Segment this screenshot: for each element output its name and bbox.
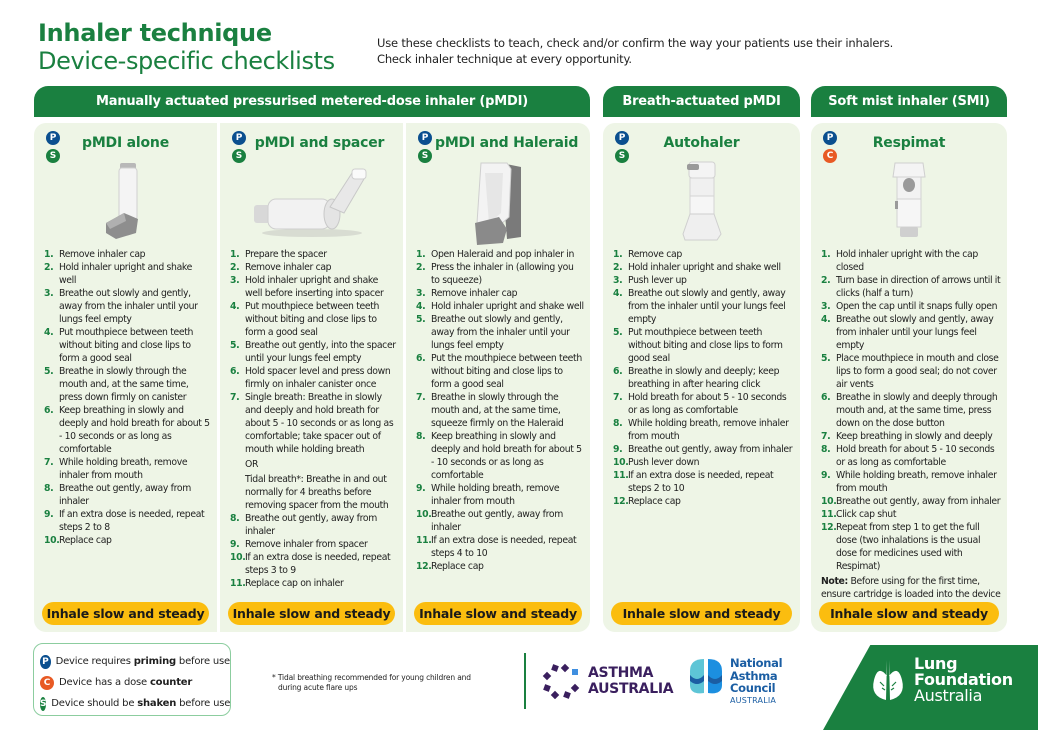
steps-list xyxy=(230,248,397,590)
counter-badge-icon: C xyxy=(823,149,837,163)
badge-legend xyxy=(33,643,231,716)
step-item: 8. Breathe out gently, away from inhaler xyxy=(230,513,377,537)
inhale-pill: Inhale slow and steady xyxy=(819,602,999,625)
intro-line-1: Use these checklists to teach, check and/or confirm the way your patients use their inhalers. xyxy=(377,36,894,50)
step-item: 1. Hold inhaler upright with the cap closed xyxy=(821,249,978,273)
intro-line-2: Check inhaler technique at every opportunity. xyxy=(377,52,632,66)
haleraid-icon xyxy=(463,157,533,251)
steps-list xyxy=(44,248,211,547)
lungs-icon xyxy=(870,656,906,704)
step-item: 6. Breathe in slowly and deeply; keep breathing in after hearing click xyxy=(613,366,780,390)
step-item: 7. While holding breath, remove inhaler from mouth xyxy=(44,457,188,481)
logo-divider xyxy=(524,653,526,709)
step-item: 4. Breathe out slowly and gently, away from inhaler until your lungs feel empty xyxy=(821,314,994,351)
group-header-manual-pmdi: Manually actuated pressurised metered-dose inhaler (pMDI) xyxy=(34,86,590,117)
card-title: pMDI and Haleraid xyxy=(435,135,579,151)
step-item: 5. Breathe out gently, into the spacer until your lungs feel empty xyxy=(230,340,396,364)
step-item: 3. Breathe out slowly and gently, away from the inhaler until your lungs feel empty xyxy=(44,288,198,325)
step-item: 3. Hold inhaler upright and shake well before inserting into spacer xyxy=(230,275,384,299)
shake-badge-icon: S xyxy=(615,149,629,163)
inhale-pill: Inhale slow and steady xyxy=(42,602,209,625)
steps-list xyxy=(821,248,1001,601)
step-item: 7. Breathe in slowly through the mouth and, at the same time, squeeze firmly on the Haleraid xyxy=(416,392,564,429)
inhale-pill: Inhale slow and steady xyxy=(228,602,395,625)
step-item: 8. Breathe out gently, away from inhaler xyxy=(44,483,191,507)
card-title: Autohaler xyxy=(663,135,740,151)
step-item: 10. If an extra dose is needed, repeat steps 3 to 9 xyxy=(230,552,391,576)
lung-foundation-australia-logo xyxy=(870,656,1013,704)
step-item: 12. Repeat from step 1 to get the full dose (two inhalations is the usual dose for medicines used with Respimat) xyxy=(821,522,981,572)
step-item: 9. Remove inhaler from spacer xyxy=(230,539,368,550)
priming-badge-icon: P xyxy=(823,131,837,145)
tidal-breathing-footnote xyxy=(272,673,471,693)
legend-row-priming xyxy=(40,651,230,672)
asthma-australia-logo xyxy=(542,663,673,699)
respimat-note: Note: Before using for the first time, ensure cartridge is loaded into the device xyxy=(821,576,1001,600)
step-item: 10. Breathe out gently, away from inhaler xyxy=(416,509,563,533)
step-item: 9. If an extra dose is needed, repeat steps 2 to 8 xyxy=(44,509,205,533)
legend-text: Device should be shaken before use xyxy=(51,698,231,709)
shake-badge-icon: S xyxy=(232,149,246,163)
shake-badge-icon: S xyxy=(46,149,60,163)
step-or: OR xyxy=(245,459,259,470)
card-pmdi-haleraid xyxy=(406,123,590,632)
lung-foundation-wordmark: Lung Foundation Australia xyxy=(914,654,1013,705)
steps-list xyxy=(416,248,584,573)
step-item: 6. Hold spacer level and press down firmly on inhaler canister once xyxy=(230,366,391,390)
step-item: 6. Put the mouthpiece between teeth without biting and close lips to form a good seal xyxy=(416,353,582,390)
shake-badge-icon: S xyxy=(40,698,47,709)
pmdi-inhaler-icon xyxy=(96,161,156,245)
step-item: 3. Push lever up xyxy=(613,275,687,286)
priming-badge-icon: P xyxy=(232,131,246,145)
step-item: 4. Hold inhaler upright and shake well xyxy=(416,301,584,312)
step-item: 5. Place mouthpiece in mouth and close lips to form a good seal; do not cover air vents xyxy=(821,353,999,390)
step-item: 8. While holding breath, remove inhaler from mouth xyxy=(613,418,789,442)
step-item: 1. Remove inhaler cap xyxy=(44,249,146,260)
nac-lungs-icon xyxy=(688,657,724,697)
step-item: 2. Remove inhaler cap xyxy=(230,262,332,273)
footnote-line-2: during acute flare ups xyxy=(278,683,358,692)
step-item: 7. Keep breathing in slowly and deeply xyxy=(821,431,993,442)
step-item: 8. Keep breathing in slowly and deeply and hold breath for about 5 - 10 seconds or as long as comfortable xyxy=(416,431,582,481)
step-item: 6. Breathe in slowly and deeply through mouth and, at the same time, press down on the dose button xyxy=(821,392,998,429)
priming-badge-icon: P xyxy=(418,131,432,145)
step-item: 5. Breathe in slowly through the mouth and, at the same time, press down firmly on canister xyxy=(44,366,189,403)
step-item: 11. If an extra dose is needed, repeat steps 2 to 10 xyxy=(613,470,774,494)
step-item: 12. Replace cap xyxy=(416,561,484,572)
card-pmdi-alone xyxy=(34,123,217,632)
step-item: 4. Put mouthpiece between teeth without biting and close lips to form a good seal xyxy=(44,327,194,364)
priming-badge-icon: P xyxy=(40,655,51,669)
inhale-pill: Inhale slow and steady xyxy=(611,602,792,625)
asthma-australia-wordmark: ASTHMA AUSTRALIA xyxy=(588,665,674,697)
step-item: 1. Open Haleraid and pop inhaler in xyxy=(416,249,575,260)
card-autohaler xyxy=(603,123,800,632)
step-item: 11. Click cap shut xyxy=(821,509,897,520)
step-item: 1. Remove cap xyxy=(613,249,682,260)
card-respimat xyxy=(811,123,1007,632)
step-item: 3. Remove inhaler cap xyxy=(416,288,518,299)
step-item: 4. Breathe out slowly and gently, away from the inhaler until your lungs feel empty xyxy=(613,288,786,325)
legend-row-shaken xyxy=(40,693,230,714)
step-item: 2. Hold inhaler upright and shake well xyxy=(44,262,193,286)
legend-row-counter xyxy=(40,672,230,693)
step-item: 10. Push lever down xyxy=(613,457,700,468)
page-subtitle: Device-specific checklists xyxy=(38,47,335,75)
step-item: 9. Breathe out gently, away from inhaler xyxy=(613,444,793,455)
page-title: Inhaler technique xyxy=(38,19,272,47)
counter-badge-icon: C xyxy=(40,676,54,690)
card-title: Respimat xyxy=(872,135,946,151)
group-header-smi: Soft mist inhaler (SMI) xyxy=(811,86,1007,117)
inhale-pill: Inhale slow and steady xyxy=(414,602,582,625)
step-item: 11. If an extra dose is needed, repeat steps 4 to 10 xyxy=(416,535,577,559)
step-item: 6. Keep breathing in slowly and deeply and hold breath for about 5 - 10 seconds or as long as comfortable xyxy=(44,405,210,455)
step-item: 2. Hold inhaler upright and shake well xyxy=(613,262,781,273)
steps-list xyxy=(613,248,794,508)
step-item: 1. Prepare the spacer xyxy=(230,249,327,260)
intro-text xyxy=(377,35,893,67)
step-item: 5. Breathe out slowly and gently, away from the inhaler until your lungs feel empty xyxy=(416,314,570,351)
step-item: 10. Replace cap xyxy=(44,535,112,546)
step-item: 2. Turn base in direction of arrows until it clicks (half a turn) xyxy=(821,275,1001,299)
step-item: 11. Replace cap on inhaler xyxy=(230,578,344,589)
shake-badge-icon: S xyxy=(418,149,432,163)
step-item: 7. Single breath: Breathe in slowly and deeply and hold breath for about 5 - 10 seconds or as long as comfortable; take spacer out of mouth while holding breath xyxy=(230,392,394,455)
priming-badge-icon: P xyxy=(46,131,60,145)
step-item: 9. While holding breath, remove inhaler from mouth xyxy=(821,470,997,494)
respimat-icon xyxy=(889,159,929,245)
step-item: 3. Open the cap until it snaps fully open xyxy=(821,301,998,312)
legend-text: Device requires priming before use xyxy=(55,656,230,667)
step-item: 7. Hold breath for about 5 - 10 seconds or as long as comfortable xyxy=(613,392,787,416)
footnote-line-1: * Tidal breathing recommended for young children and xyxy=(272,673,471,682)
step-item: 2. Press the inhaler in (allowing you to squeeze) xyxy=(416,262,574,286)
step-item: 4. Put mouthpiece between teeth without biting and close lips to form a good seal xyxy=(230,301,380,338)
asthma-australia-star-icon xyxy=(542,663,580,699)
card-pmdi-spacer xyxy=(220,123,403,632)
legend-text: Device has a dose counter xyxy=(59,677,193,688)
step-item: 9. While holding breath, remove inhaler from mouth xyxy=(416,483,560,507)
step-item: 12. Replace cap xyxy=(613,496,681,507)
national-asthma-council-logo xyxy=(688,657,782,707)
step-tidal-breath: Tidal breath*: Breathe in and out normally for 4 breaths before removing spacer from the mouth xyxy=(245,474,389,511)
step-item: 5. Put mouthpiece between teeth without biting and close lips to form good seal xyxy=(613,327,783,364)
card-title: pMDI and spacer xyxy=(254,135,385,151)
page-title-block xyxy=(38,19,335,75)
badge-group xyxy=(418,131,432,163)
nac-wordmark: National Asthma Council AUSTRALIA xyxy=(730,656,783,705)
spacer-icon xyxy=(252,165,372,244)
step-item: 8. Hold breath for about 5 - 10 seconds or as long as comfortable xyxy=(821,444,995,468)
priming-badge-icon: P xyxy=(615,131,629,145)
card-title: pMDI alone xyxy=(82,135,169,151)
group-header-breath-actuated: Breath-actuated pMDI xyxy=(603,86,800,117)
autohaler-icon xyxy=(677,158,727,247)
step-item: 10. Breathe out gently, away from inhaler xyxy=(821,496,1001,507)
